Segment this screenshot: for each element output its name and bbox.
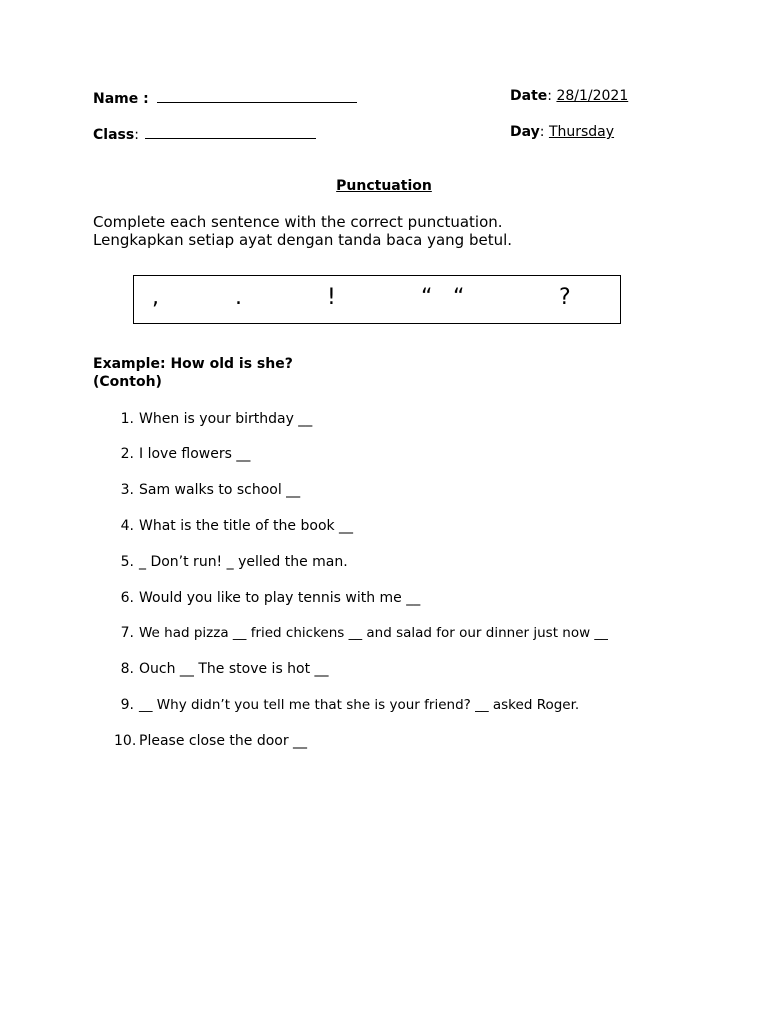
closing-quote-mark: “	[453, 285, 465, 310]
question-item	[0, 731, 768, 751]
question-text: Ouch __ The stove is hot __	[139, 661, 329, 677]
question-item	[0, 659, 768, 679]
question-number: 6.	[120, 590, 134, 606]
example-label: Example	[93, 356, 160, 372]
question-number: 2.	[120, 446, 134, 462]
question-text: When is your birthday __	[139, 411, 313, 427]
full-stop-mark: .	[235, 285, 242, 310]
question-text: Please close the door __	[139, 733, 308, 749]
question-item	[0, 516, 768, 536]
instruction-english: Complete each sentence with the correct punctuation.	[93, 213, 503, 231]
question-item	[0, 623, 768, 643]
question-text: _ Don’t run! _ yelled the man.	[139, 554, 348, 570]
example-sentence: How old is she?	[170, 356, 293, 372]
question-text: Sam walks to school __	[139, 482, 301, 498]
day-value: Thursday	[548, 124, 615, 140]
punctuation-marks-box	[133, 275, 621, 324]
date-field-row	[510, 88, 628, 104]
question-number: 7.	[120, 625, 134, 641]
question-text: We had pizza __ fried chickens __ and salad for our dinner just now __	[139, 625, 608, 641]
comma-mark: ,	[152, 285, 159, 310]
question-item	[0, 695, 768, 715]
exclamation-mark: !	[327, 285, 336, 310]
date-value: 28/1/2021	[556, 88, 629, 104]
name-label: Name :	[93, 91, 149, 107]
example-malay-label: (Contoh)	[93, 374, 162, 390]
question-text: I love flowers __	[139, 446, 251, 462]
worksheet-title: Punctuation	[336, 178, 432, 194]
name-blank-line[interactable]	[157, 88, 357, 103]
day-colon: :	[539, 124, 545, 140]
question-item	[0, 480, 768, 500]
day-field-row	[510, 124, 614, 140]
class-colon: :	[134, 127, 139, 143]
day-label: Day	[510, 124, 540, 140]
class-field-row	[93, 124, 316, 143]
question-number: 8.	[120, 661, 134, 677]
question-number: 4.	[120, 518, 134, 534]
question-number: 9.	[120, 697, 134, 713]
question-text: What is the title of the book __	[139, 518, 354, 534]
example-colon: :	[159, 356, 166, 372]
question-number: 5.	[120, 554, 134, 570]
date-label: Date	[510, 88, 548, 104]
opening-quote-mark: “	[421, 285, 433, 310]
example-line	[93, 356, 293, 372]
question-item	[0, 444, 768, 464]
instruction-malay: Lengkapkan setiap ayat dengan tanda baca yang betul.	[93, 231, 513, 249]
question-item	[0, 588, 768, 608]
question-number: 3.	[120, 482, 134, 498]
question-item	[0, 552, 768, 572]
question-text: Would you like to play tennis with me __	[139, 590, 421, 606]
question-text: __ Why didn’t you tell me that she is your friend? __ asked Roger.	[139, 697, 580, 713]
date-colon: :	[547, 88, 552, 104]
class-blank-line[interactable]	[145, 124, 316, 139]
question-number: 10.	[114, 733, 137, 749]
name-field-row	[93, 88, 357, 107]
class-label: Class	[93, 127, 135, 143]
question-mark: ?	[559, 285, 571, 310]
question-number: 1.	[120, 411, 134, 427]
question-item	[0, 409, 768, 429]
